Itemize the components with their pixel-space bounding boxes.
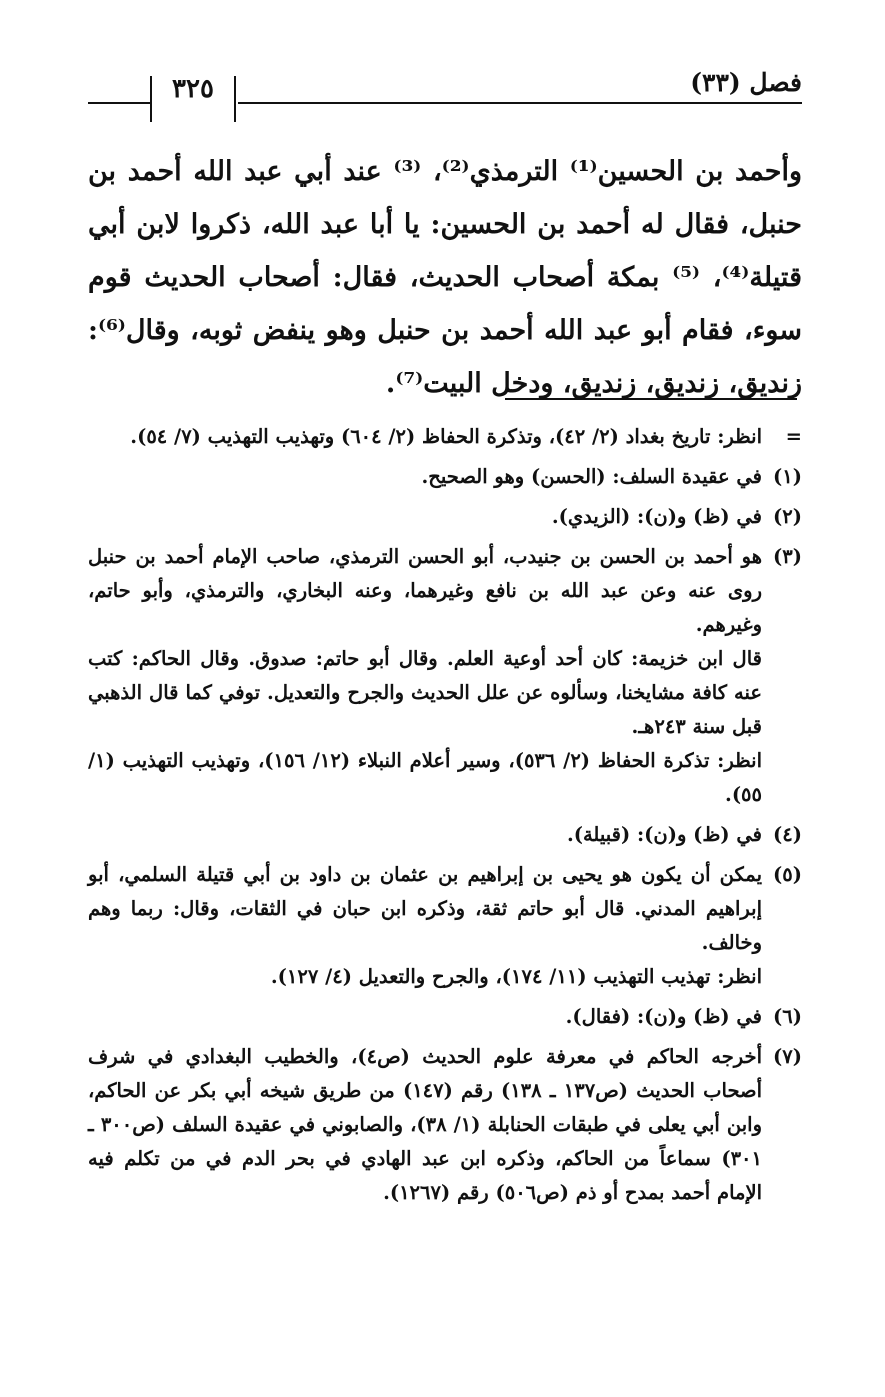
footnote-number: (٥) bbox=[773, 863, 802, 886]
footnote bbox=[88, 1040, 802, 1210]
footnote-text: يمكن أن يكون هو يحيى بن إبراهيم بن عثمان بن داود بن أبي قتيلة السلمي، أبو إبراهيم المدني. قال أبو حاتم ثقة، وذكره ابن حبان في الثقات، وقال: ربما وهم وخالف. bbox=[88, 863, 762, 954]
header-rule-left bbox=[88, 102, 150, 104]
footnote-separator bbox=[505, 398, 797, 400]
chapter-title: فصل (٣٣) bbox=[690, 68, 802, 97]
footnote bbox=[88, 460, 802, 494]
footnote bbox=[88, 420, 802, 454]
footnote bbox=[88, 818, 802, 852]
running-header bbox=[88, 62, 802, 122]
page-number-bracket-right bbox=[234, 76, 236, 122]
footnote-number: (٤) bbox=[773, 823, 802, 846]
footnote bbox=[88, 858, 802, 994]
footnote-text: في عقيدة السلف: (الحسن) وهو الصحيح. bbox=[421, 465, 762, 488]
footnote-text: أخرجه الحاكم في معرفة علوم الحديث (ص٤)، والخطيب البغدادي في شرف أصحاب الحديث (ص١٣٧ ـ ١٣٨) رقم (١٤٧) من طريق شيخه أبي بكر عن الحاكم، وابن أبي يعلى في طبقات الحنابلة (١/ ٣٨)، والصابوني في عقيدة السلف (ص٣٠٠ ـ ٣٠١) سماعاً من الحاكم، وذكره ابن عبد الهادي في بحر الدم في من تكلم فيه الإمام أحمد بمدح أو ذم (ص٥٠٦) رقم (١٢٦٧). bbox=[88, 1045, 763, 1204]
footnotes bbox=[88, 420, 802, 1216]
page-number: ٣٢٥ bbox=[172, 74, 214, 104]
footnote-text: انظر: تذكرة الحفاظ (٢/ ٥٣٦)، وسير أعلام النبلاء (١٢/ ١٥٦)، وتهذيب التهذيب (١/ ٥٥). bbox=[88, 749, 762, 806]
footnote-text: انظر: تاريخ بغداد (٢/ ٤٢)، وتذكرة الحفاظ (٢/ ٦٠٤) وتهذيب التهذيب (٧/ ٥٤). bbox=[130, 425, 762, 448]
footnote-text: قال ابن خزيمة: كان أحد أوعية العلم. وقال أبو حاتم: صدوق. وقال الحاكم: كتب عنه كافة مشايخنا، وسألوه عن علل الحديث والجرح والتعديل. توفي كما قال الذهبي قبل سنة ٢٤٣هـ. bbox=[88, 647, 762, 738]
header-rule bbox=[238, 102, 802, 104]
footnote-text: هو أحمد بن الحسن بن جنيدب، أبو الحسن الترمذي، صاحب الإمام أحمد بن حنبل روى عنه وعن عبد الله بن نافع وغيرهما، وعنه البخاري، والترمذي، وأبو حاتم، وغيرهم. bbox=[88, 545, 762, 636]
footnote-text: انظر: تهذيب التهذيب (١١/ ١٧٤)، والجرح والتعديل (٤/ ١٢٧). bbox=[270, 965, 762, 988]
footnote-number: (٣) bbox=[773, 545, 802, 568]
main-paragraph: وأحمد بن الحسين⁽¹⁾ الترمذي⁽²⁾، ⁽³⁾ عند أبي عبد الله أحمد بن حنبل، فقال له أحمد بن الحسين: يا أبا عبد الله، ذكروا لابن أبي قتيلة⁽⁴⁾، ⁽⁵⁾ بمكة أصحاب الحديث، فقال: أصحاب الحديث قوم سوء، فقام أبو عبد الله أحمد بن حنبل وهو ينفض ثوبه، وقال⁽⁶⁾: زنديق، زنديق، زنديق، ودخل البيت⁽⁷⁾. bbox=[88, 156, 802, 399]
footnote-number: (٦) bbox=[773, 1005, 802, 1028]
footnote bbox=[88, 500, 802, 534]
footnote-number: (٧) bbox=[773, 1045, 802, 1068]
footnote-text: في (ظ) و(ن): (الزيدي). bbox=[551, 505, 762, 528]
footnote-text: في (ظ) و(ن): (فقال). bbox=[565, 1005, 762, 1028]
footnote-text: في (ظ) و(ن): (قبيلة). bbox=[566, 823, 762, 846]
main-text-block bbox=[88, 145, 802, 410]
footnote bbox=[88, 1000, 802, 1034]
footnote-number: (٢) bbox=[773, 505, 802, 528]
footnote bbox=[88, 540, 802, 812]
footnote-number: = bbox=[785, 425, 802, 448]
footnote-number: (١) bbox=[773, 465, 802, 488]
